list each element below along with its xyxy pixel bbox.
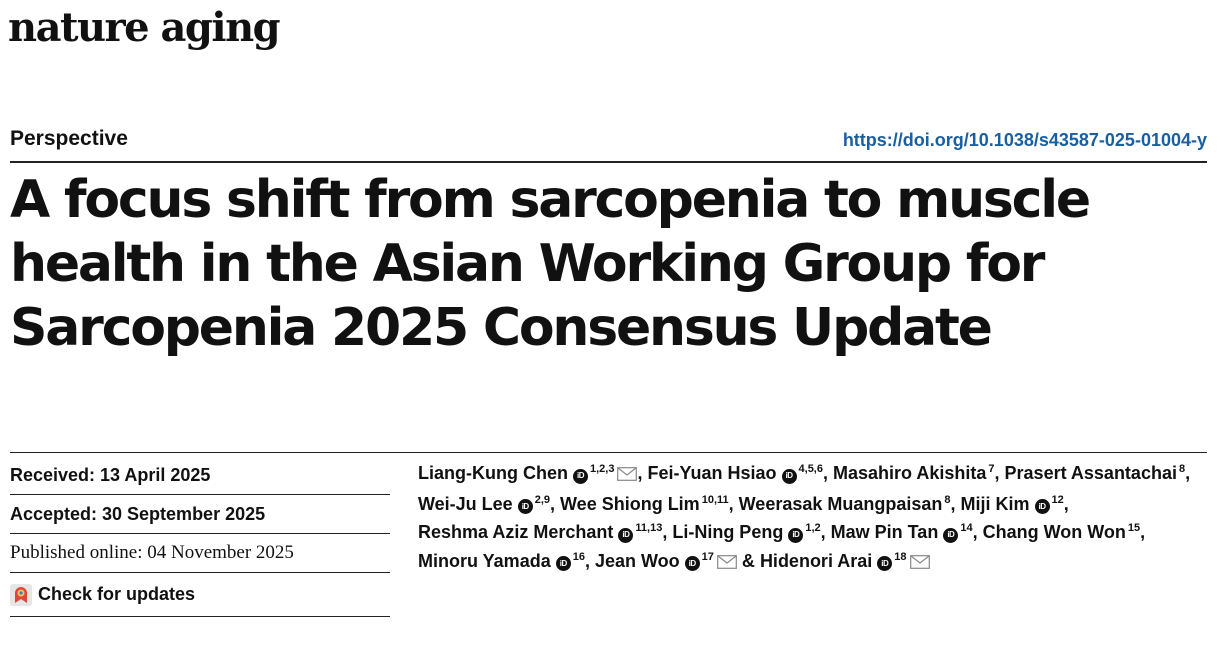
author-name[interactable]: Miji Kim — [960, 493, 1030, 514]
orcid-icon[interactable]: iD — [556, 556, 571, 571]
orcid-icon[interactable]: iD — [782, 469, 797, 484]
envelope-icon[interactable] — [617, 461, 637, 490]
author-separator: , — [950, 493, 961, 514]
author-item — [739, 494, 961, 514]
author-item — [418, 551, 595, 571]
author-item — [760, 551, 930, 571]
publication-dates — [10, 456, 390, 617]
author-separator: , — [972, 522, 983, 542]
author-item — [961, 494, 1069, 514]
author-item — [1005, 463, 1191, 483]
author-separator: , — [820, 522, 831, 542]
affiliation-superscript: 7 — [988, 463, 995, 475]
author-item — [672, 522, 830, 542]
doi-link[interactable]: https://doi.org/10.1038/s43587-025-01004-y — [842, 130, 1207, 150]
author-separator: & — [736, 550, 760, 571]
affiliation-superscript: 18 — [894, 550, 907, 563]
author-separator: , — [822, 463, 833, 483]
affiliation-superscript: 16 — [572, 550, 585, 563]
author-name[interactable]: Prasert Assantachai — [1004, 463, 1177, 483]
affiliation-superscript: 12 — [1051, 493, 1064, 506]
author-item — [647, 463, 833, 483]
author-separator: , — [1140, 522, 1146, 542]
article-title: A focus shift from sarcopenia to muscle health in the Asian Working Group for Sarcopenia 2025 Consensus Update — [10, 170, 1089, 358]
author-name[interactable]: Li-Ning Peng — [672, 522, 784, 542]
accepted-date: Accepted: 30 September 2025 — [10, 495, 390, 534]
affiliation-superscript: 11,13 — [635, 522, 663, 534]
check-for-updates-label: Check for updates — [38, 584, 196, 604]
orcid-icon[interactable]: iD — [518, 499, 533, 514]
orcid-icon[interactable]: iD — [573, 469, 588, 484]
author-item — [595, 551, 760, 571]
author-item — [418, 463, 647, 483]
author-separator: , — [728, 493, 739, 514]
affiliation-superscript: 2,9 — [534, 493, 550, 506]
orcid-icon[interactable]: iD — [877, 556, 892, 571]
check-for-updates-icon — [10, 584, 32, 606]
affiliation-superscript: 4,5,6 — [798, 463, 823, 475]
author-separator: , — [1063, 493, 1069, 514]
check-for-updates-button[interactable] — [10, 573, 390, 617]
author-separator: , — [994, 463, 1005, 483]
envelope-icon[interactable] — [717, 549, 737, 578]
orcid-icon[interactable]: iD — [685, 556, 700, 571]
author-item — [418, 494, 560, 514]
author-separator: , — [1185, 463, 1191, 483]
author-name[interactable]: Liang-Kung Chen — [418, 463, 568, 483]
author-item — [418, 522, 672, 542]
author-list — [418, 459, 1208, 577]
affiliation-superscript: 14 — [960, 522, 973, 534]
journal-logo[interactable]: nature aging — [8, 4, 280, 51]
author-item — [560, 494, 739, 514]
orcid-icon[interactable]: iD — [1035, 499, 1050, 514]
affiliation-superscript: 8 — [944, 493, 951, 506]
orcid-icon[interactable]: iD — [788, 528, 803, 543]
received-date: Received: 13 April 2025 — [10, 456, 390, 495]
author-separator: , — [584, 550, 595, 571]
meta-divider — [10, 452, 1207, 453]
orcid-icon[interactable]: iD — [618, 528, 633, 543]
envelope-icon[interactable] — [910, 549, 930, 578]
author-name[interactable]: Weerasak Muangpaisan — [738, 493, 943, 514]
author-item — [983, 522, 1146, 542]
published-date: Published online: 04 November 2025 — [10, 534, 390, 573]
author-item — [833, 463, 1005, 483]
author-name[interactable]: Jean Woo — [594, 550, 680, 571]
header-divider — [10, 161, 1207, 163]
author-separator: , — [637, 463, 648, 483]
author-name[interactable]: Minoru Yamada — [418, 550, 551, 571]
author-name[interactable]: Wei-Ju Lee — [418, 493, 513, 514]
author-name[interactable]: Wee Shiong Lim — [560, 493, 700, 514]
orcid-icon[interactable]: iD — [943, 528, 958, 543]
author-name[interactable]: Masahiro Akishita — [833, 463, 987, 483]
article-type: Perspective — [10, 127, 128, 150]
affiliation-superscript: 8 — [1178, 463, 1186, 475]
affiliation-superscript: 17 — [701, 550, 714, 563]
author-name[interactable]: Hidenori Arai — [759, 550, 873, 571]
author-name[interactable]: Maw Pin Tan — [830, 522, 939, 542]
affiliation-superscript: 15 — [1127, 522, 1141, 534]
author-name[interactable]: Chang Won Won — [982, 522, 1126, 542]
affiliation-superscript: 1,2,3 — [589, 463, 615, 475]
author-separator: , — [662, 522, 673, 542]
author-name[interactable]: Reshma Aziz Merchant — [418, 522, 614, 542]
author-separator: , — [550, 493, 561, 514]
author-name[interactable]: Fei-Yuan Hsiao — [647, 463, 777, 483]
affiliation-superscript: 1,2 — [805, 522, 821, 534]
affiliation-superscript: 10,11 — [701, 493, 729, 506]
author-item — [831, 522, 983, 542]
